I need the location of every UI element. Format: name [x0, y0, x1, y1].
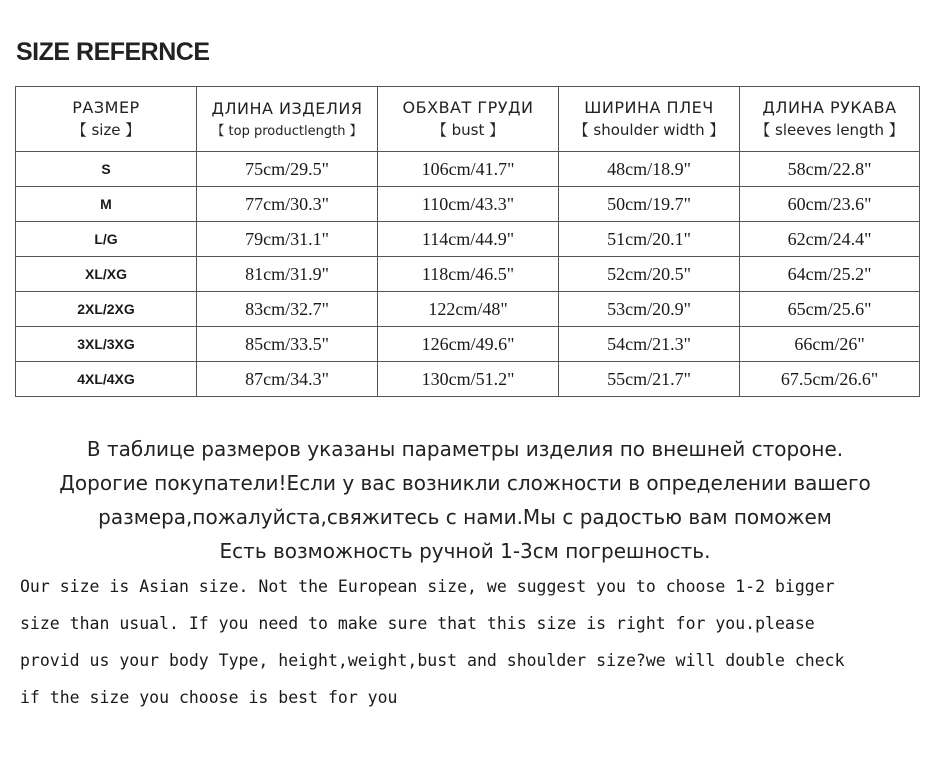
header-length-en: 【 top productlength 】 [211, 124, 363, 139]
length-cell: 79cm/31.1" [197, 222, 378, 257]
size-table [15, 86, 920, 397]
bust-cell: 114cm/44.9" [378, 222, 559, 257]
shoulder-cell: 53cm/20.9" [559, 292, 740, 327]
header-size-en: 【 size 】 [71, 121, 141, 139]
shoulder-cell: 50cm/19.7" [559, 187, 740, 222]
bust-cell: 110cm/43.3" [378, 187, 559, 222]
russian-note-line: Дорогие покупатели!Если у вас возникли сложности в определении вашего [59, 471, 871, 495]
header-length-ru: ДЛИНА ИЗДЕЛИЯ [211, 99, 363, 118]
bust-cell: 106cm/41.7" [378, 152, 559, 187]
size-cell: XL/XG [16, 257, 197, 292]
shoulder-cell: 54cm/21.3" [559, 327, 740, 362]
table-row [16, 152, 920, 187]
shoulder-cell: 52cm/20.5" [559, 257, 740, 292]
size-cell: 3XL/3XG [16, 327, 197, 362]
table-row [16, 187, 920, 222]
shoulder-cell: 51cm/20.1" [559, 222, 740, 257]
sleeves-cell: 60cm/23.6" [740, 187, 920, 222]
size-cell: M [16, 187, 197, 222]
sleeves-cell: 62cm/24.4" [740, 222, 920, 257]
length-cell: 83cm/32.7" [197, 292, 378, 327]
size-cell: 2XL/2XG [16, 292, 197, 327]
table-row [16, 257, 920, 292]
header-size [16, 87, 197, 152]
russian-note-line: В таблице размеров указаны параметры изделия по внешней стороне. [86, 437, 844, 461]
header-shoulder-en: 【 shoulder width 】 [573, 121, 725, 139]
sleeves-cell: 64cm/25.2" [740, 257, 920, 292]
header-sleeves-en: 【 sleeves length 】 [755, 121, 904, 139]
length-cell: 77cm/30.3" [197, 187, 378, 222]
header-bust-en: 【 bust 】 [431, 121, 505, 139]
table-row [16, 292, 920, 327]
sleeves-cell: 65cm/25.6" [740, 292, 920, 327]
english-note [20, 568, 920, 716]
length-cell: 81cm/31.9" [197, 257, 378, 292]
english-note-line: if the size you choose is best for you [20, 688, 398, 707]
header-shoulder-ru: ШИРИНА ПЛЕЧ [584, 98, 714, 117]
table-header-row [16, 87, 920, 152]
sleeves-cell: 58cm/22.8" [740, 152, 920, 187]
size-cell: S [16, 152, 197, 187]
russian-note [0, 432, 930, 568]
length-cell: 87cm/34.3" [197, 362, 378, 397]
bust-cell: 118cm/46.5" [378, 257, 559, 292]
header-size-ru: РАЗМЕР [72, 98, 140, 117]
bust-cell: 130cm/51.2" [378, 362, 559, 397]
table-row [16, 327, 920, 362]
english-note-line: size than usual. If you need to make sure that this size is right for you.please [20, 614, 815, 633]
russian-note-line: Есть возможность ручной 1-3см погрешность. [219, 539, 711, 563]
header-length [197, 87, 378, 152]
size-cell: 4XL/4XG [16, 362, 197, 397]
sleeves-cell: 67.5cm/26.6" [740, 362, 920, 397]
header-sleeves-ru: ДЛИНА РУКАВА [762, 98, 897, 117]
english-note-line: Our size is Asian size. Not the European size, we suggest you to choose 1-2 bigger [20, 577, 835, 596]
shoulder-cell: 55cm/21.7" [559, 362, 740, 397]
sleeves-cell: 66cm/26" [740, 327, 920, 362]
length-cell: 85cm/33.5" [197, 327, 378, 362]
header-shoulder [559, 87, 740, 152]
table-row [16, 362, 920, 397]
size-cell: L/G [16, 222, 197, 257]
bust-cell: 122cm/48" [378, 292, 559, 327]
header-bust-ru: ОБХВАТ ГРУДИ [402, 98, 534, 117]
shoulder-cell: 48cm/18.9" [559, 152, 740, 187]
header-sleeves [740, 87, 920, 152]
table-row [16, 222, 920, 257]
length-cell: 75cm/29.5" [197, 152, 378, 187]
bust-cell: 126cm/49.6" [378, 327, 559, 362]
page-title: SIZE REFERNCE [16, 38, 210, 66]
header-bust [378, 87, 559, 152]
russian-note-line: размера,пожалуйста,свяжитесь с нами.Мы с радостью вам поможем [98, 505, 832, 529]
english-note-line: provid us your body Type, height,weight,bust and shoulder size?we will double check [20, 651, 845, 670]
